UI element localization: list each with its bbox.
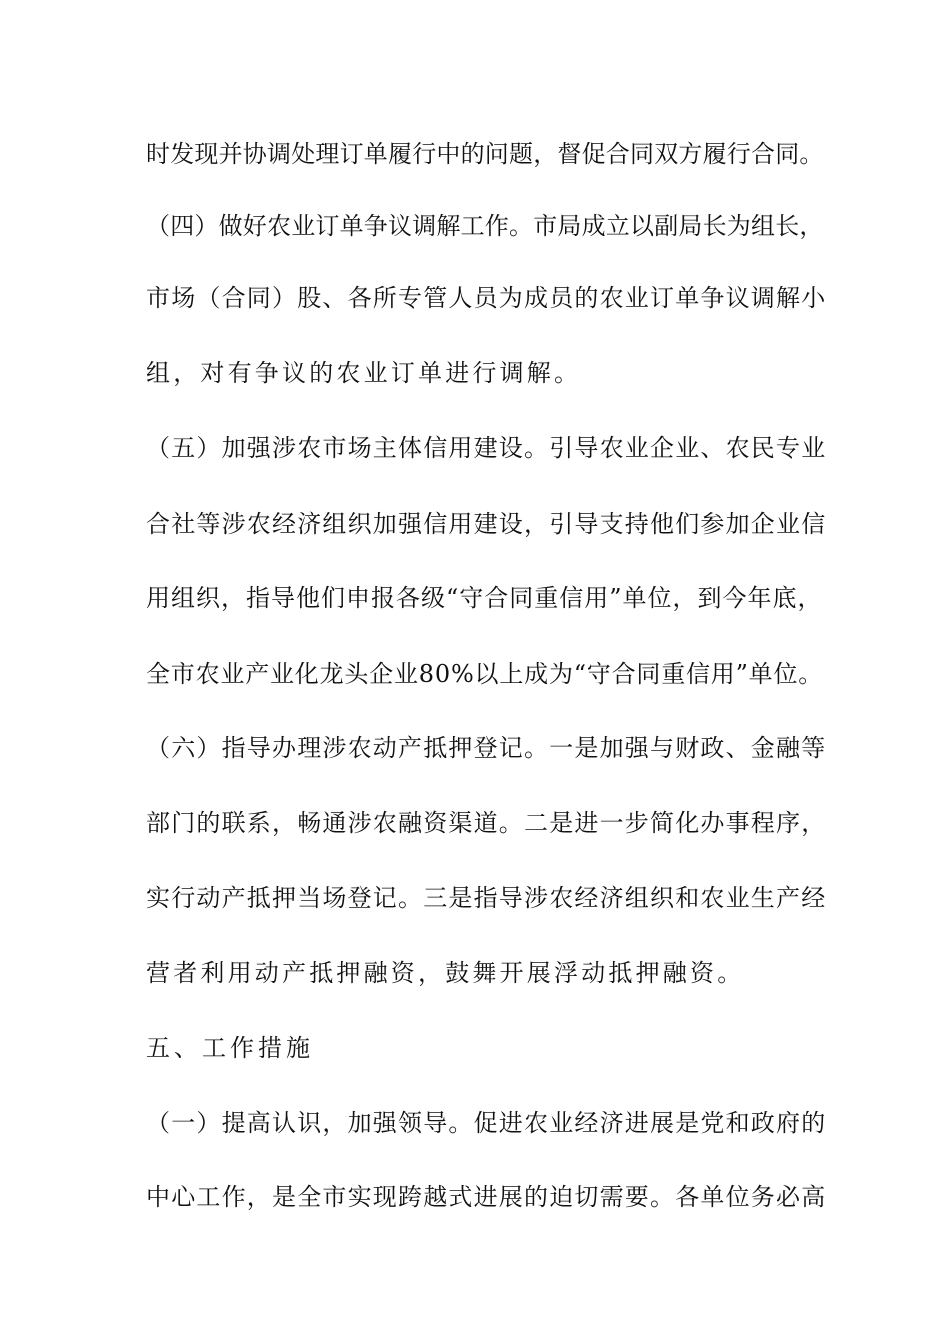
text-line-1: 时发现并协调处理订单履行中的问题，督促合同双方履行合同。 [146,140,824,168]
text-line-3: 市场（合同）股、各所专管人员为成员的农业订单争议调解小 [146,284,827,312]
text-line-4: 组，对有争议的农业订单进行调解。 [146,359,582,387]
text-line-6: 合社等涉农经济组织加强信用建设，引导支持他们参加企业信 [146,510,827,538]
text-line-12: 营者利用动产抵押融资，鼓舞开展浮动抵押融资。 [146,959,745,987]
text-line-15: 中心工作，是全市实现跨越式进展的迫切需要。各单位务必高 [146,1183,827,1211]
text-line-8: 全市农业产业化龙头企业80%以上成为“守合同重信用”单位。 [146,660,824,688]
section-heading: 五、工作措施 [146,1034,314,1062]
text-line-10: 部门的联系，畅通涉农融资渠道。二是进一步简化办事程序， [146,809,827,837]
text-line-11: 实行动产抵押当场登记。三是指导涉农经济组织和农业生产经 [146,884,827,912]
text-line-7: 用组织，指导他们申报各级“守合同重信用”单位，到今年底， [146,584,823,612]
text-line-9: （六）指导办理涉农动产抵押登记。一是加强与财政、金融等 [146,734,827,762]
text-line-5: （五）加强涉农市场主体信用建设。引导农业企业、农民专业 [146,434,827,462]
text-line-2: （四）做好农业订单争议调解工作。市局成立以副局长为组长， [146,212,824,240]
text-line-14: （一）提高认识，加强领导。促进农业经济进展是党和政府的 [146,1109,827,1137]
